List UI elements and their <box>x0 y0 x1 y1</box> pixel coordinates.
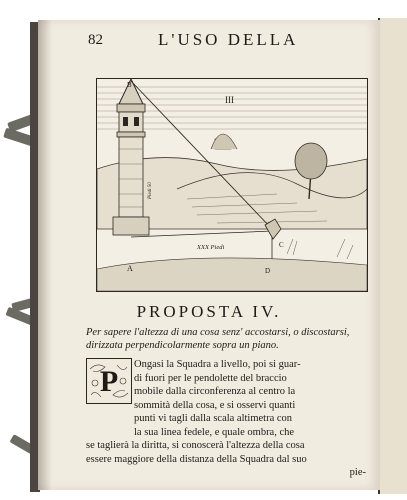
dropcap-letter: P <box>99 365 119 398</box>
figure-numeral: III <box>225 95 234 105</box>
engraving-drawing <box>97 79 367 291</box>
figure-letter-d: D <box>265 267 271 275</box>
figure-height-label: Piedi 50 <box>148 182 153 199</box>
figure-letter-c: C <box>279 241 284 249</box>
text-line: pie- <box>349 467 366 478</box>
figure-distance-label: XXX Piedi <box>197 244 225 251</box>
text-line: punti vi tagli dalla scala altimetra con <box>134 413 293 424</box>
text-line: sommità della cosa, e si osservi quanti <box>134 399 296 411</box>
text-line: Ongasi la Squadra a livello, poi si guar- <box>134 359 301 370</box>
text-line: essere maggiore della distanza della Squadra dal suo <box>86 453 307 465</box>
text-line: di fuori per le pendolette del braccio <box>134 372 287 384</box>
running-head: L'USO DELLA <box>158 30 299 49</box>
book-page <box>38 20 380 490</box>
figure-letter-b: B <box>127 81 132 89</box>
facing-page-edge <box>378 18 407 494</box>
text-line: mobile dalla circonferenza al centro la <box>134 386 296 397</box>
page-number: 82 <box>88 32 103 48</box>
body-paragraph <box>86 358 372 480</box>
engraving-illustration <box>96 78 368 292</box>
figure-letter-a: A <box>127 264 133 273</box>
section-heading: PROPOSTA IV. <box>136 302 282 321</box>
section-subtitle: Per sapere l'altezza di una cosa senz' accostarsi, o discostarsi, dirizzata perpendicolarmente sopra un piano. <box>86 327 350 351</box>
text-line: se taglierà la diritta, si conoscerà l'altezza della cosa <box>86 440 305 451</box>
gutter-shadow <box>38 20 52 490</box>
text-line: la sua linea fedele, e quale ombra, che <box>134 426 295 438</box>
